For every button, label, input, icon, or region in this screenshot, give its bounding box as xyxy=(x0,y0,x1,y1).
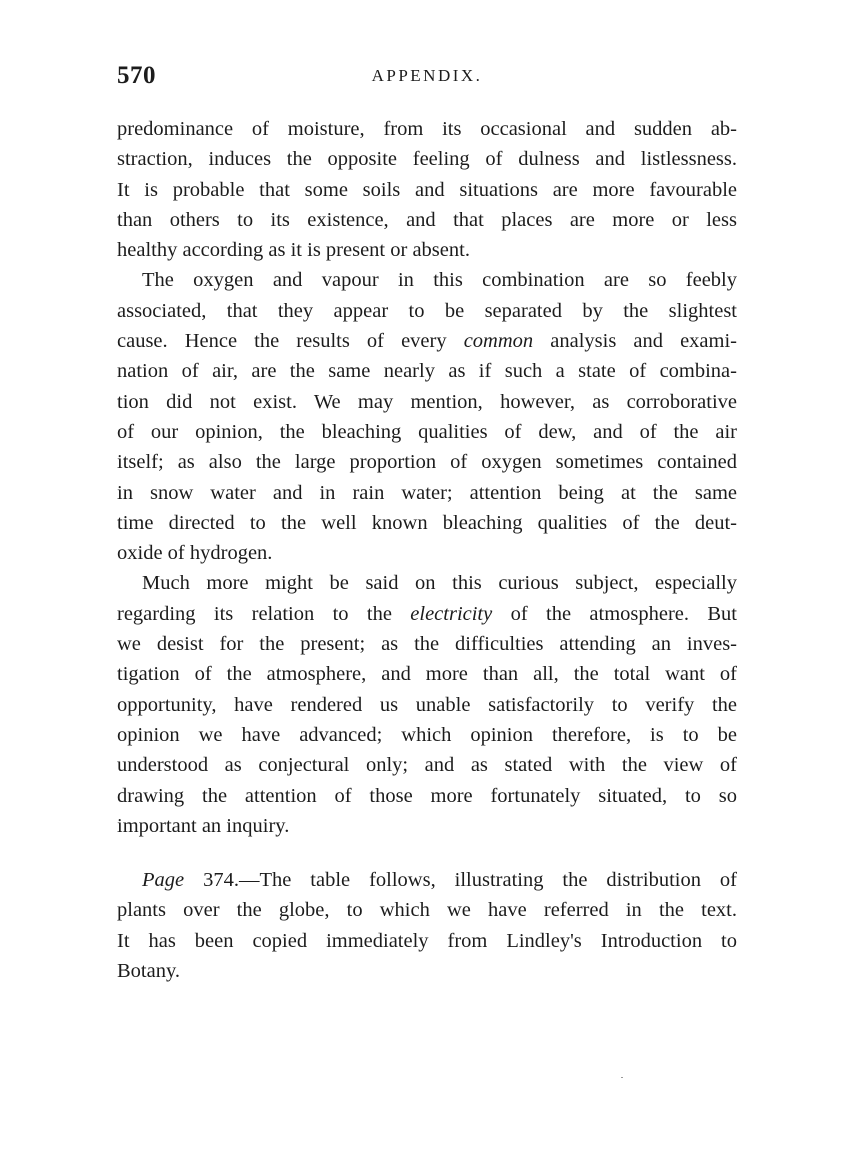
text-line xyxy=(117,326,737,356)
italic-word: Page xyxy=(142,869,185,892)
text-line: opportunity, have rendered us unable satisfactorily to verify the xyxy=(117,693,737,716)
text-line: The oxygen and vapour in this combination are so feebly xyxy=(142,269,737,292)
text-line: tigation of the atmosphere, and more than all, the total want of xyxy=(117,663,737,686)
paragraph-gap xyxy=(117,841,737,865)
text-line: time directed to the well known bleaching qualities of the deut- xyxy=(117,511,737,534)
text-segment: regarding its relation to the xyxy=(117,602,411,625)
paragraph xyxy=(117,865,737,986)
paragraph xyxy=(117,568,737,841)
text-line: opinion we have advanced; which opinion therefore, is to be xyxy=(117,723,737,746)
text-line: drawing the attention of those more fortunately situated, to so xyxy=(117,784,737,807)
text-line: than others to its existence, and that places are more or less xyxy=(117,208,737,231)
running-head: APPENDIX. xyxy=(371,66,483,85)
italic-word: electricity xyxy=(410,602,493,625)
text-segment: 374.—The table follows, illustrating the distribution of xyxy=(184,869,737,892)
page-header xyxy=(117,62,737,98)
text-line: predominance of moisture, from its occasional and sudden ab- xyxy=(117,118,737,140)
book-page xyxy=(117,62,737,986)
text-line: Botany. xyxy=(117,960,181,983)
text-line: associated, that they appear to be separated by the slightest xyxy=(117,299,737,322)
text-line: itself; as also the large proportion of oxygen sometimes contained xyxy=(117,451,737,474)
text-line: of our opinion, the bleaching qualities of dew, and of the air xyxy=(117,420,737,443)
text-line: It has been copied immediately from Lindley's Introduction to xyxy=(117,929,737,952)
text-line: nation of air, are the same nearly as if such a state of combina- xyxy=(117,360,737,383)
text-line: in snow water and in rain water; attention being at the same xyxy=(117,481,737,504)
text-line: understood as conjectural only; and as stated with the view of xyxy=(117,754,737,777)
text-segment: analysis and exami- xyxy=(533,330,737,353)
text-segment: cause. Hence the results of every xyxy=(117,330,464,353)
paper-speck xyxy=(621,1077,623,1078)
body-text xyxy=(117,114,737,986)
text-line: healthy according as it is present or absent. xyxy=(117,239,470,262)
paragraph xyxy=(117,114,737,265)
text-line: plants over the globe, to which we have referred in the text. xyxy=(117,899,737,922)
text-line: important an inquiry. xyxy=(117,814,290,837)
text-line xyxy=(117,865,737,895)
text-line xyxy=(117,599,737,629)
italic-word: common xyxy=(463,330,534,353)
text-line: Much more might be said on this curious subject, especially xyxy=(142,572,737,595)
text-line: tion did not exist. We may mention, however, as corroborative xyxy=(117,390,737,413)
paragraph xyxy=(117,265,737,568)
page-number: 570 xyxy=(117,62,156,89)
text-line: straction, induces the opposite feeling of dulness and listlessness. xyxy=(117,148,737,171)
text-line: we desist for the present; as the difficulties attending an inves- xyxy=(117,633,737,656)
text-line: oxide of hydrogen. xyxy=(117,542,273,565)
text-segment: of the atmosphere. But xyxy=(492,602,737,625)
text-line: It is probable that some soils and situations are more favourable xyxy=(117,178,737,201)
